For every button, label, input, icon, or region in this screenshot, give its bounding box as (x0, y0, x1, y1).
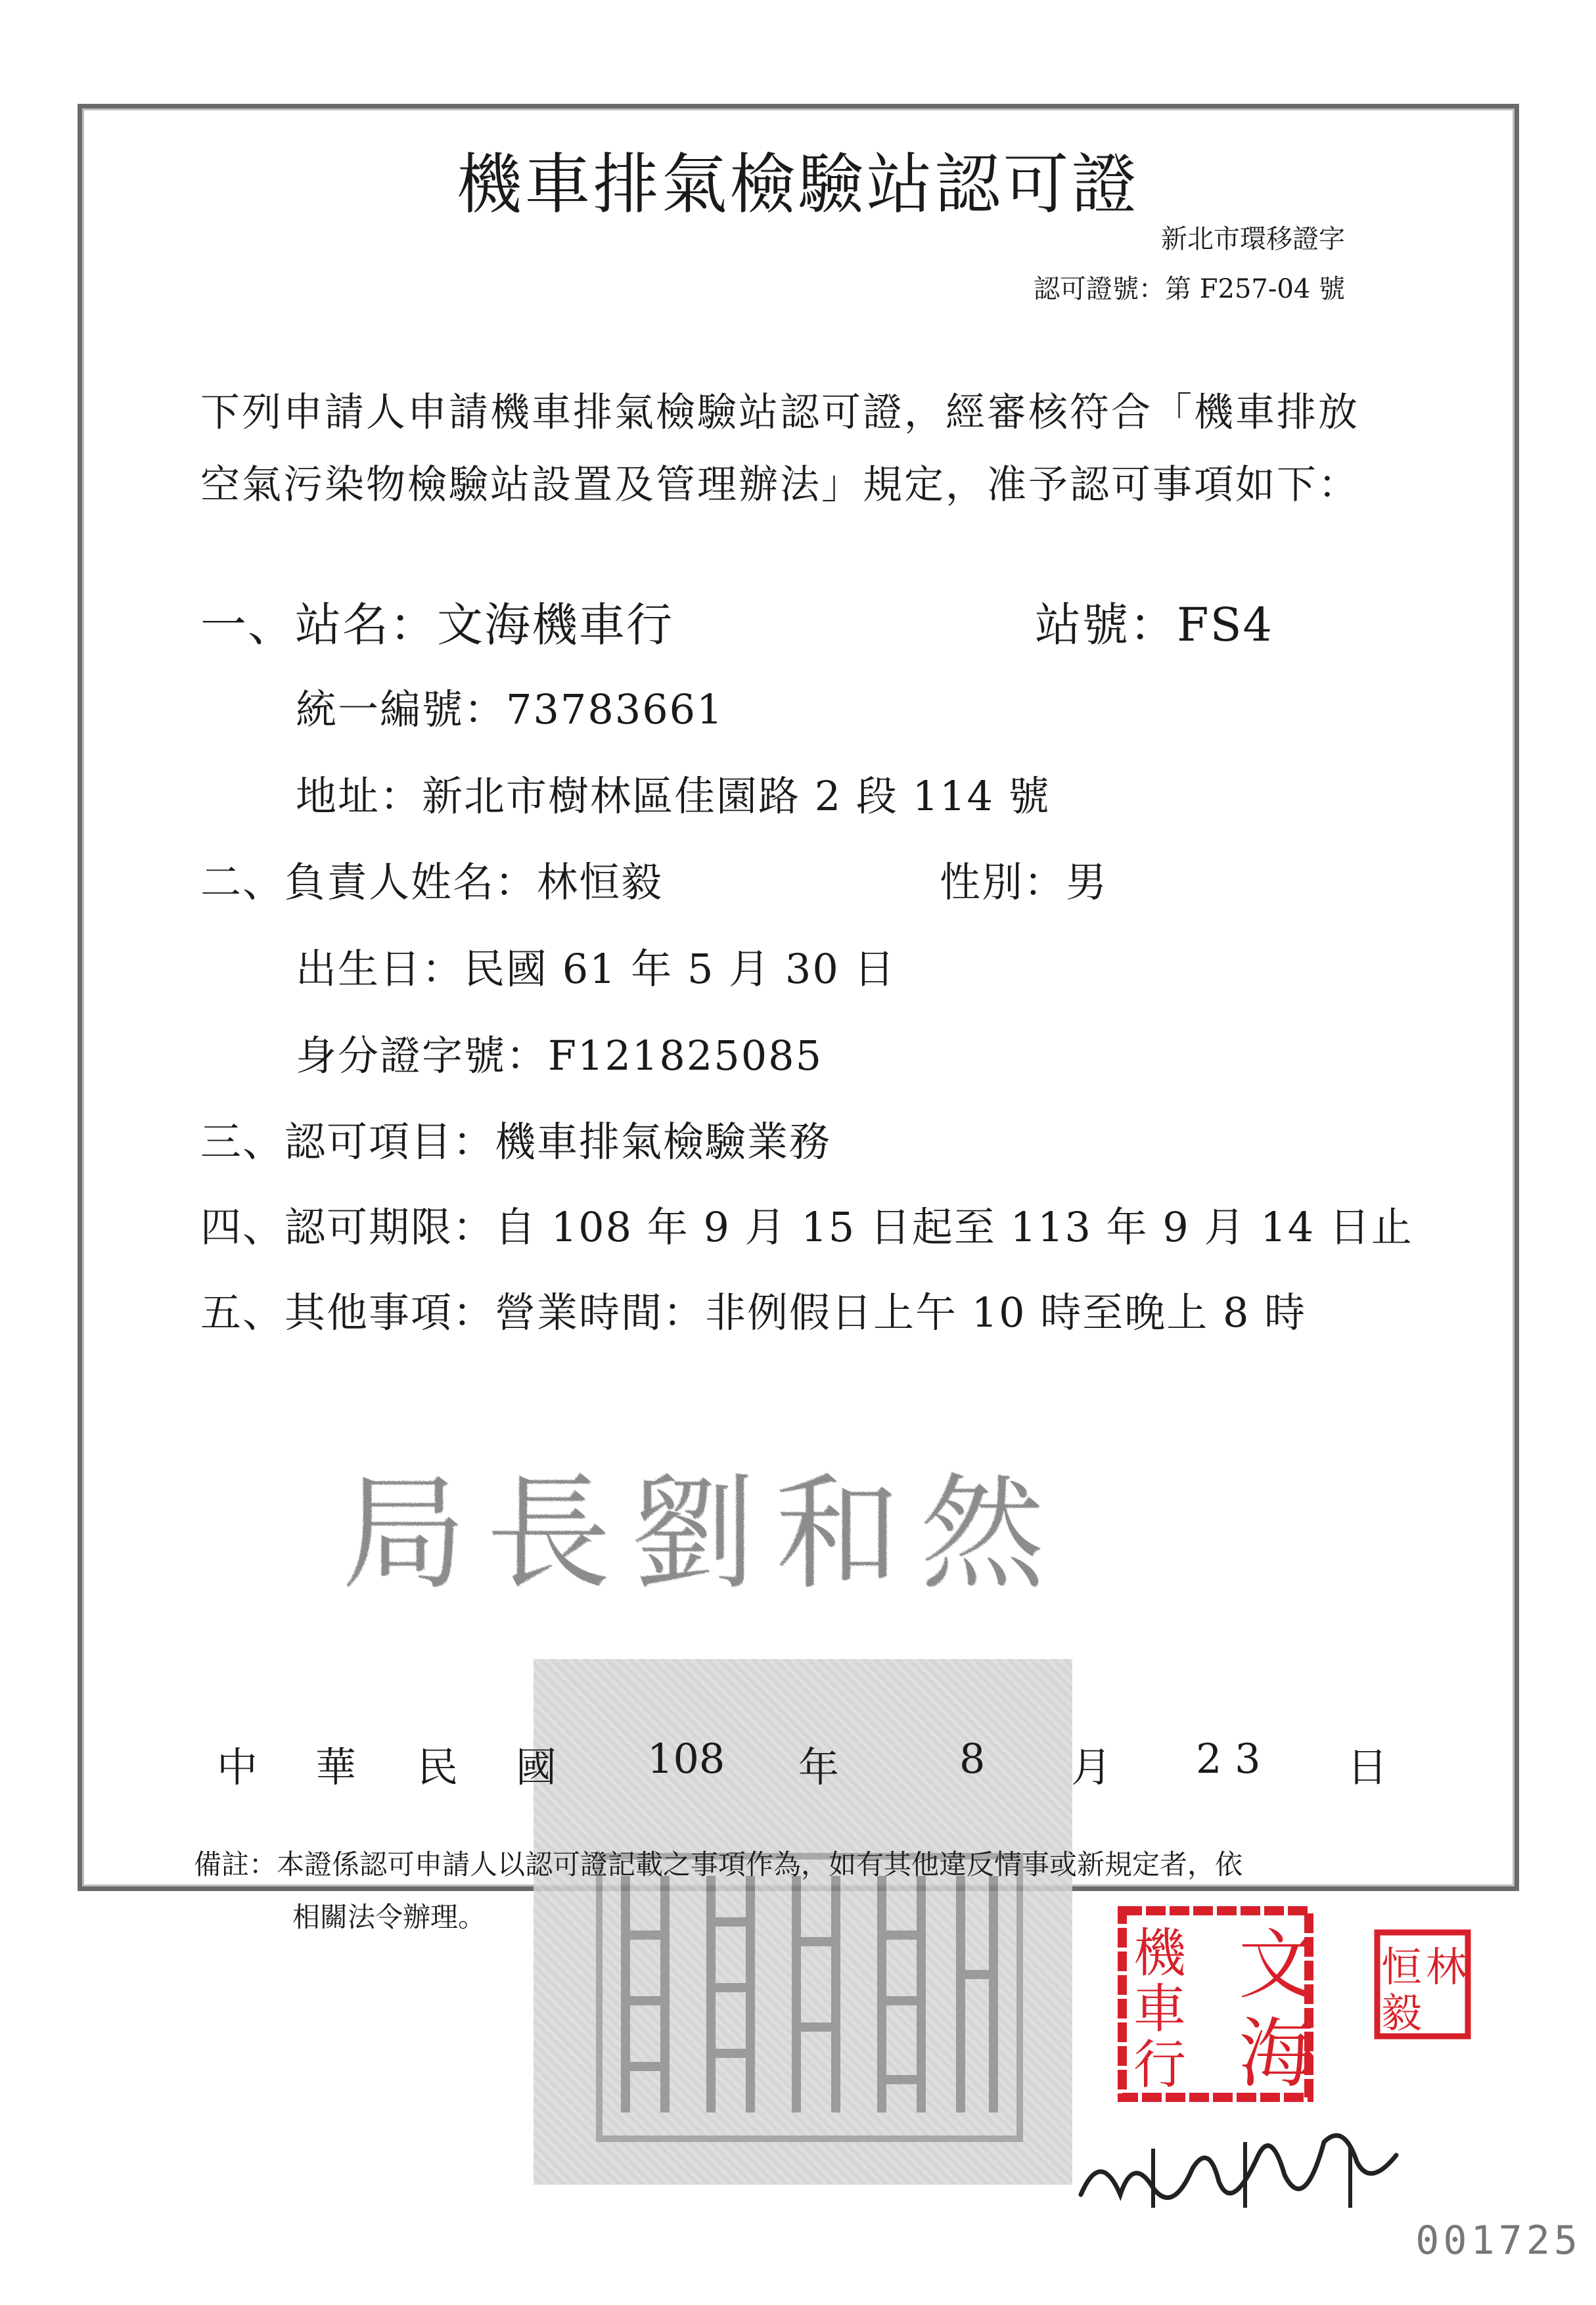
director-signature (342, 1432, 1130, 1619)
certificate-number: 認可證號：第 F257-04 號 (1034, 274, 1345, 304)
station-name-row (200, 588, 673, 654)
handwritten-signature (1074, 2122, 1442, 2224)
owner-seal (1373, 1928, 1472, 2043)
date-char-4: 國 (516, 1743, 557, 1791)
date-year-unit: 年 (798, 1743, 840, 1791)
gender: 性別：男 (940, 858, 1108, 906)
shop-seal (1117, 1906, 1314, 2105)
birth-date: 出生日：民國 61 年 5 月 30 日 (296, 945, 896, 993)
tax-id: 統一編號：73783661 (296, 685, 724, 733)
note-line-1: 備註：本證係認可申請人以認可證記載之事項作為，如有其他違反情事或新規定者，依 (194, 1848, 1243, 1881)
station-label: 一、站名： (200, 598, 437, 652)
date-char-1: 中 (217, 1743, 258, 1791)
svg-text:文: 文 (1239, 1921, 1314, 2009)
svg-text:毅: 毅 (1381, 1989, 1423, 2037)
station-number: 站號：FS4 (1035, 598, 1274, 652)
svg-text:車: 車 (1133, 1978, 1186, 2040)
note-line-2: 相關法令辦理。 (292, 1901, 486, 1933)
id-number: 身分證字號：F121825085 (296, 1032, 823, 1080)
date-char-3: 民 (417, 1743, 459, 1791)
date-year: 108 (647, 1735, 725, 1783)
document-title: 機車排氣檢驗站認可證 (456, 146, 1140, 223)
date-day-unit: 日 (1347, 1743, 1388, 1791)
address: 地址：新北市樹林區佳園路 2 段 114 號 (296, 772, 1051, 820)
date-month-unit: 月 (1071, 1743, 1112, 1791)
issuing-reference: 新北市環移證字 (1161, 224, 1345, 254)
intro-line-2: 空氣污染物檢驗站設置及管理辦法」規定，准予認可事項如下： (200, 462, 1359, 508)
station-name: 文海機車行 (437, 598, 673, 652)
serial-number: 001725 (1415, 2218, 1582, 2264)
svg-text:機: 機 (1133, 1923, 1186, 1984)
owner-name: 二、負責人姓名：林恒毅 (200, 858, 664, 906)
date-char-2: 華 (315, 1743, 357, 1791)
svg-text:海: 海 (1239, 2010, 1314, 2098)
intro-line-1: 下列申請人申請機車排氣檢驗站認可證，經審核符合「機車排放 (200, 390, 1359, 436)
director-signature-text: 局長劉和然 (342, 1461, 1065, 1607)
date-month: 8 (959, 1735, 986, 1783)
certificate-border (78, 104, 1519, 1891)
approved-scope: 三、認可項目：機車排氣檢驗業務 (200, 1118, 832, 1166)
other-matters: 五、其他事項：營業時間：非例假日上午 10 時至晚上 8 時 (200, 1289, 1307, 1336)
svg-text:行: 行 (1133, 2034, 1186, 2095)
validity-period: 四、認可期限：自 108 年 9 月 15 日起至 113 年 9 月 14 日止 (200, 1203, 1413, 1251)
svg-text:林: 林 (1426, 1943, 1467, 1991)
date-day: 2 3 (1196, 1735, 1261, 1783)
svg-text:恒: 恒 (1381, 1943, 1423, 1991)
